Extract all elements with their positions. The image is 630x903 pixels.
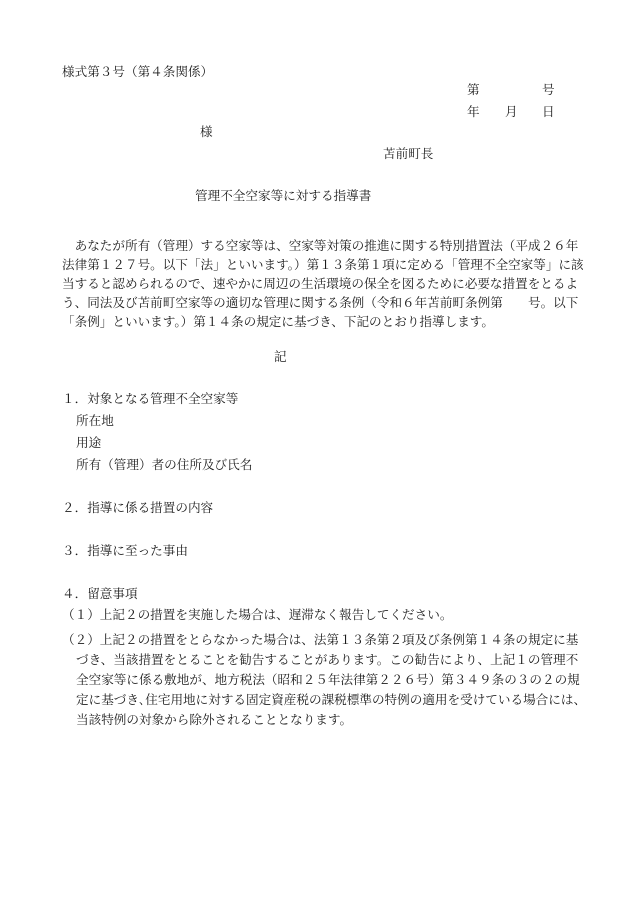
sender: 苫前町長 bbox=[383, 146, 434, 161]
section-1-item-usage: 用途 bbox=[76, 435, 102, 450]
section-4-heading: ４．留意事項 bbox=[62, 586, 138, 601]
body-line: あなたが所有（管理）する空家等は、空家等対策の推進に関する特別措置法（平成２６年 bbox=[62, 238, 579, 253]
section-2-heading: ２．指導に係る措置の内容 bbox=[62, 500, 214, 515]
body-line: 「条例」といいます。）第１４条の規定に基づき、下記のとおり指導します。 bbox=[62, 314, 494, 329]
note-2-line: （２）上記２の措置をとらなかった場合は、法第１３条第２項及び条例第１４条の規定に基 bbox=[62, 632, 579, 647]
document-number-prefix: 第 bbox=[467, 82, 480, 97]
ki-heading: 記 bbox=[274, 349, 287, 364]
note-2 bbox=[62, 630, 586, 730]
document-date bbox=[467, 104, 555, 119]
document-number bbox=[467, 82, 555, 97]
date-day: 日 bbox=[542, 104, 555, 119]
note-2-line: づき、当該措置をとることを勧告することがあります。この勧告により、上記１の管理不 bbox=[76, 652, 579, 667]
note-2-line: 定に基づき､住宅用地に対する固定資産税の課税標準の特例の適用を受けている場合には、 bbox=[76, 692, 587, 707]
body-line: う、同法及び苫前町空家等の適切な管理に関する条例（令和６年苫前町条例第 号。以下 bbox=[62, 295, 579, 310]
section-3-heading: ３．指導に至った事由 bbox=[62, 543, 188, 558]
form-label: 様式第３号（第４条関係） bbox=[62, 64, 214, 79]
document-title: 管理不全空家等に対する指導書 bbox=[195, 188, 372, 203]
addressee: 様 bbox=[200, 124, 213, 139]
section-1-item-owner: 所有（管理）者の住所及び氏名 bbox=[76, 457, 253, 472]
body-line: 法律第１２７号。以下「法」といいます。）第１３条第１項に定める「管理不全空家等」に該 bbox=[62, 257, 584, 272]
body-line: 当すると認められるので、速やかに周辺の生活環境の保全を図るために必要な措置をとるよ bbox=[62, 276, 579, 291]
section-1-heading: １．対象となる管理不全空家等 bbox=[62, 391, 239, 406]
document-number-suffix: 号 bbox=[542, 82, 555, 97]
date-year: 年 bbox=[467, 104, 480, 119]
note-2-line: 当該特例の対象から除外されることとなります。 bbox=[76, 712, 353, 727]
date-month: 月 bbox=[505, 104, 518, 119]
body-paragraph bbox=[62, 236, 584, 331]
note-1: （１）上記２の措置を実施した場合は、遅滞なく報告してください。 bbox=[62, 607, 453, 622]
note-2-line: 全空家等に係る敷地が、地方税法（昭和２５年法律第２２６号）第３４９条の３の２の規 bbox=[76, 672, 580, 687]
section-1-item-location: 所在地 bbox=[76, 413, 114, 428]
